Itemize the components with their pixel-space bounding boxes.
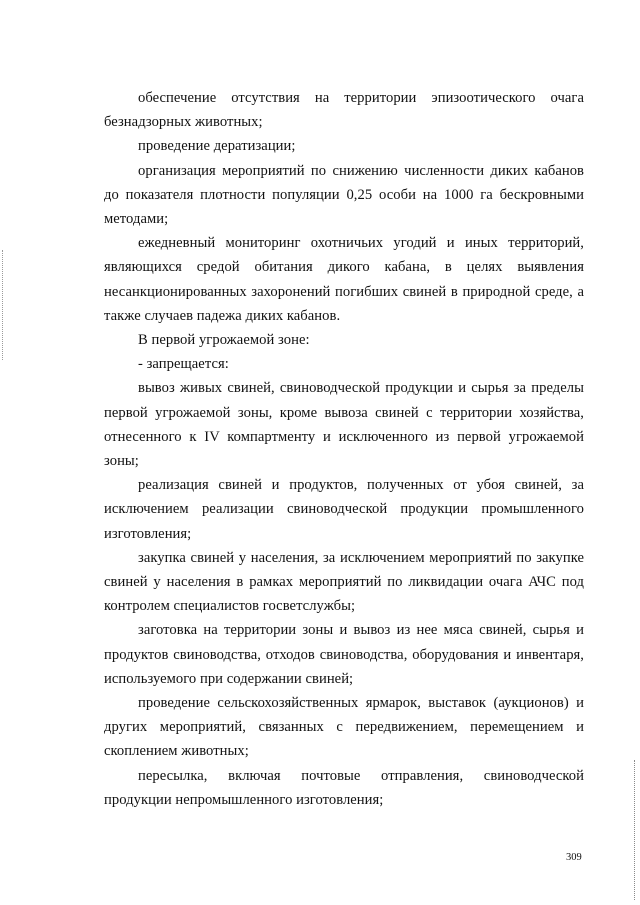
paragraph: - запрещается: (138, 356, 229, 373)
paragraph: вывоз живых свиней, свиноводческой продукции и сырья за пределы первой угрожаемой зоны, кроме вывоза свиней с территории хозяйства, отнесенного к IV компартменту и исключенного из первой угрожаемой зоны; (104, 380, 584, 470)
paragraph: заготовка на территории зоны и вывоз из нее мяса свиней, сырья и продуктов свиноводства, отходов свиноводства, оборудования и инвентаря, используемого при содержании свиней; (104, 622, 584, 687)
body-text (104, 86, 584, 812)
scan-edge-mark (634, 760, 636, 900)
scan-edge-mark (2, 250, 4, 360)
paragraph: В первой угрожаемой зоне: (138, 332, 310, 349)
paragraph: проведение дератизации; (138, 138, 296, 155)
page-number: 309 (566, 852, 582, 863)
paragraph: пересылка, включая почтовые отправления, свиноводческой продукции непромышленного изготовления; (104, 767, 584, 808)
paragraph: ежедневный мониторинг охотничьих угодий и иных территорий, являющихся средой обитания дикого кабана, в целях выявления несанкционированных захоронений погибших свиней в природной среде, а также случаев падежа диких кабанов. (104, 235, 584, 324)
paragraph: обеспечение отсутствия на территории эпизоотического очага безнадзорных животных; (104, 90, 584, 131)
paragraph: реализация свиней и продуктов, полученных от убоя свиней, за исключением реализации свиноводческой продукции промышленного изготовления; (104, 477, 584, 542)
paragraph: закупка свиней у населения, за исключением мероприятий по закупке свиней у населения в рамках мероприятий по ликвидации очага АЧС под контролем специалистов госветслужбы; (104, 549, 584, 615)
paragraph: организация мероприятий по снижению численности диких кабанов до показателя плотности популяции 0,25 особи на 1000 га бескровными методами; (104, 162, 584, 228)
paragraph: проведение сельскохозяйственных ярмарок, выставок (аукционов) и других мероприятий, связанных с передвижением, перемещением и скоплением животных; (104, 695, 584, 760)
